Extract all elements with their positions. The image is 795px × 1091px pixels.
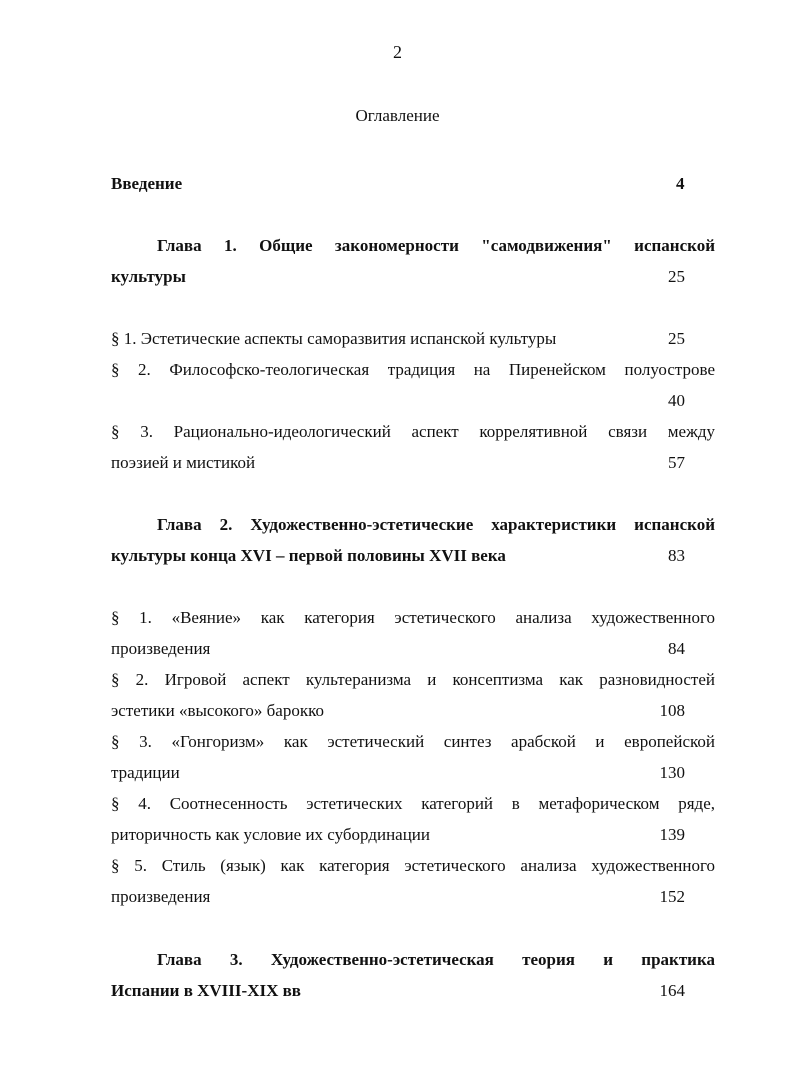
toc-chapter-3-line1: Глава 3. Художественно-эстетическая теория и практика [157, 950, 715, 969]
toc-page-ch1-section-2: 40 [668, 391, 685, 410]
toc-ch1-section-2: § 2. Философско-теологическая традиция на Пиренейском полуострове [111, 360, 715, 379]
toc-page-ch2-section-5: 152 [659, 887, 685, 906]
toc-chapter-1-line2: культуры [111, 267, 186, 286]
toc-ch2-section-5-line1: § 5. Стиль (язык) как категория эстетического анализа художественного [111, 856, 715, 875]
toc-title: Оглавление [355, 106, 440, 125]
toc-page-ch1-section-3: 57 [668, 453, 685, 472]
toc-page-chapter-3: 164 [659, 981, 685, 1000]
toc-ch2-section-4-line1: § 4. Соотнесенность эстетических категорий в метафорическом ряде, [111, 794, 715, 813]
toc-chapter-2-line1: Глава 2. Художественно-эстетические характеристики испанской [157, 515, 715, 534]
toc-ch1-section-1: § 1. Эстетические аспекты саморазвития испанской культуры [111, 329, 557, 348]
toc-page-chapter-1: 25 [668, 267, 685, 286]
toc-ch2-section-5-line2: произведения [111, 887, 211, 906]
toc-chapter-2-line2: культуры конца XVI – первой половины XVII века [111, 546, 506, 565]
toc-entry-intro: Введение [111, 174, 183, 193]
toc-ch2-section-4-line2: риторичность как условие их субординации [111, 825, 431, 844]
toc-ch2-section-1-line2: произведения [111, 639, 211, 658]
toc-ch2-section-2-line2: эстетики «высокого» барокко [111, 701, 324, 720]
toc-ch2-section-2-line1: § 2. Игровой аспект культеранизма и консептизма как разновидностей [111, 670, 715, 689]
toc-ch1-section-3-line2: поэзией и мистикой [111, 453, 256, 472]
toc-page-ch1-section-1: 25 [668, 329, 685, 348]
toc-page-ch2-section-4: 139 [659, 825, 685, 844]
toc-chapter-1-line1: Глава 1. Общие закономерности "самодвижения" испанской [157, 236, 715, 255]
toc-page-ch2-section-2: 108 [659, 701, 685, 720]
toc-page-chapter-2: 83 [668, 546, 685, 565]
toc-ch2-section-1-line1: § 1. «Веяние» как категория эстетического анализа художественного [111, 608, 715, 627]
toc-page-ch2-section-1: 84 [668, 639, 685, 658]
toc-page-ch2-section-3: 130 [659, 763, 685, 782]
page-number: 2 [393, 42, 402, 62]
toc-page-intro: 4 [676, 174, 685, 193]
toc-ch1-section-3-line1: § 3. Рационально-идеологический аспект коррелятивной связи между [111, 422, 715, 441]
toc-ch2-section-3-line2: традиции [111, 763, 180, 782]
toc-chapter-3-line2: Испании в XVIII-XIX вв [111, 981, 301, 1000]
toc-ch2-section-3-line1: § 3. «Гонгоризм» как эстетический синтез арабской и европейской [111, 732, 715, 751]
